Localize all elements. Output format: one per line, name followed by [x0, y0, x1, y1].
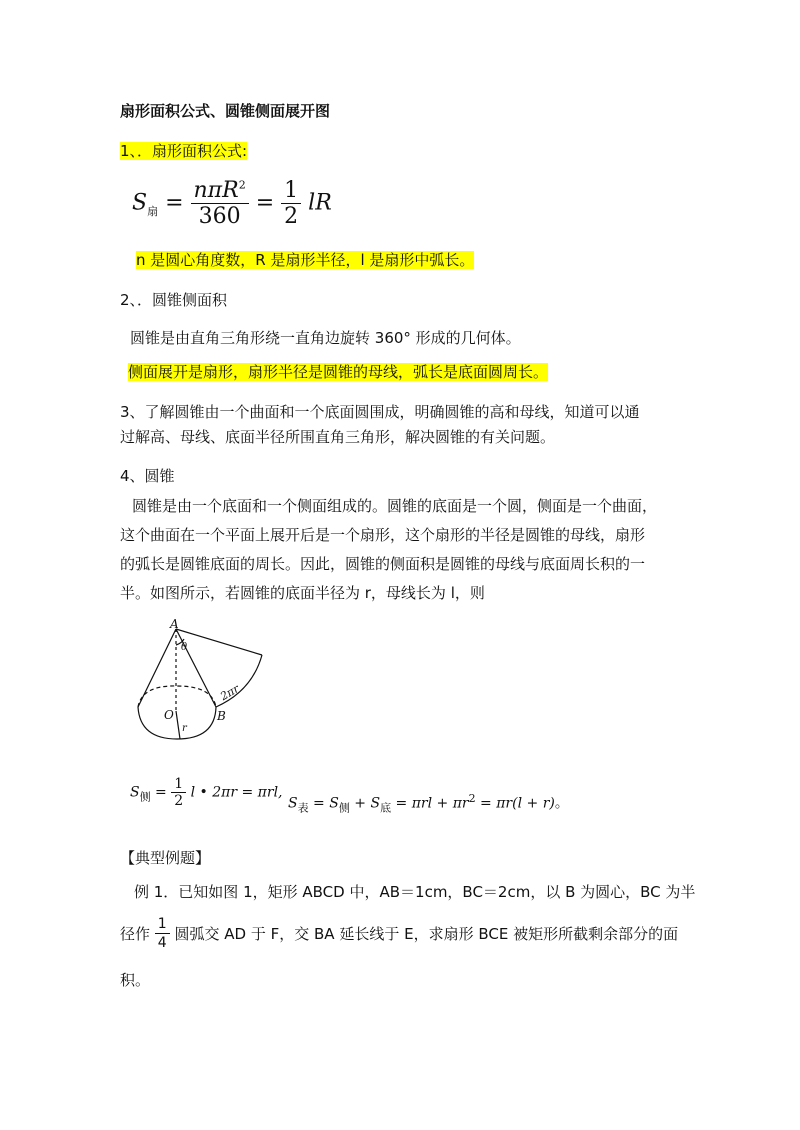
formula-half-den: 2 — [284, 204, 299, 229]
section-4-line: 的弧长是圆锥底面的周长。因此，圆锥的侧面积是圆锥的母线与底面周长积的一 — [120, 555, 646, 573]
page-title: 扇形面积公式、圆锥侧面展开图 — [120, 102, 331, 120]
example-line-1: 例 1．已知如图 1，矩形 ABCD 中，AB＝1cm，BC＝2cm，以 B 为圆心，BC 为半 — [134, 883, 696, 901]
cone-development-figure — [120, 615, 280, 745]
section-4-line: 这个曲面在一个平面上展开后是一个扇形，这个扇形的半径是圆锥的母线，扇形 — [120, 526, 646, 544]
formula-fraction-1-den: 360 — [198, 204, 241, 229]
sector-radius-top — [176, 629, 262, 655]
section-4-line: 圆锥是由一个底面和一个侧面组成的。圆锥的底面是一个圆，侧面是一个曲面， — [132, 497, 658, 515]
example-frac-num: 1 — [155, 915, 170, 934]
section-2-line-2 — [128, 358, 548, 387]
f2-half-num: 1 — [171, 776, 186, 793]
formula-s-sub: 扇 — [147, 204, 159, 218]
label-theta: θ — [181, 642, 188, 653]
f2-rhs1: l • 2πr = πrl, — [190, 784, 283, 801]
section-3-line-1: 3、了解圆锥由一个曲面和一个底面圆围成，明确圆锥的高和母线，知道可以通 — [120, 403, 640, 421]
cone-base-front — [138, 707, 216, 739]
section-2-line-2-text: 侧面展开是扇形，扇形半径是圆锥的母线，弧长是底面圆周长。 — [128, 363, 549, 381]
f2-s4-sub: 底 — [380, 801, 392, 815]
formula-half-num: 1 — [281, 178, 301, 204]
f2-plus: + S — [354, 795, 381, 812]
label-arc: 2πr — [218, 682, 242, 704]
formula-tail: lR — [308, 190, 332, 216]
f2-s1: S — [130, 784, 140, 801]
f2-s3-sub: 侧 — [338, 801, 350, 815]
total-area-formula — [288, 792, 569, 815]
example-heading: 【典型例题】 — [120, 849, 211, 867]
example-frac-den: 4 — [157, 935, 167, 951]
cone-left-edge — [138, 629, 176, 707]
cone-right-edge — [176, 629, 216, 707]
lateral-area-formula — [130, 776, 283, 809]
section-4-paragraph — [120, 492, 657, 608]
label-o: O — [164, 708, 174, 722]
section-4-line: 半。如图所示，若圆锥的底面半径为 r，母线长为 l，则 — [120, 584, 485, 602]
section-2-heading: 2、．圆锥侧面积 — [120, 291, 228, 309]
f2-s2: S — [288, 795, 298, 812]
f2-eq2: = S — [313, 795, 339, 812]
label-r: r — [182, 723, 187, 734]
f2-rhs2-exp: 2 — [468, 792, 476, 805]
base-radius — [176, 711, 180, 739]
sector-area-formula — [132, 178, 332, 229]
example-line-2 — [120, 915, 678, 952]
formula-eq2: = — [255, 190, 275, 216]
section-3-line-2: 过解高、母线、底面半径所围直角三角形，解决圆锥的有关问题。 — [120, 428, 556, 446]
formula-s: S — [132, 190, 148, 216]
formula-num-text: nπR — [193, 178, 239, 203]
cone-base-back — [138, 686, 216, 707]
label-a: A — [170, 617, 179, 631]
section-1-note — [136, 246, 474, 275]
f2-rhs2-tail: = πr(l + r) — [480, 795, 555, 812]
formula-fraction-1-num — [191, 178, 249, 204]
f2-s2-sub: 表 — [297, 801, 309, 815]
example-line-3: 积。 — [120, 971, 151, 989]
formula-fraction-2 — [281, 178, 301, 229]
formula-fraction-1 — [191, 178, 249, 229]
f2-rhs2: = πrl + πr — [395, 795, 469, 812]
formula-eq: = — [165, 190, 184, 216]
example-line-2-pre: 径作 — [120, 924, 151, 943]
section-2-line-1: 圆锥是由直角三角形绕一直角边旋转 360° 形成的几何体。 — [130, 329, 521, 347]
label-b: B — [217, 709, 226, 723]
section-1-heading — [120, 137, 247, 166]
f2-s1-sub: 侧 — [139, 790, 151, 804]
f2-end: 。 — [554, 795, 569, 812]
section-1-note-text: n 是圆心角度数，R 是扇形半径，l 是扇形中弧长。 — [136, 251, 475, 269]
section-1-heading-text: 1、．扇形面积公式: — [120, 142, 248, 160]
f2-eq1: = — [155, 784, 167, 801]
example-line-2-post: 圆弧交 AD 于 F，交 BA 延长线于 E，求扇形 BCE 被矩形所截剩余部分的面 — [174, 924, 679, 943]
example-quarter-fraction — [155, 915, 170, 952]
formula-num-exp: 2 — [238, 178, 246, 192]
section-4-heading: 4、圆锥 — [120, 467, 175, 485]
f2-half — [171, 776, 186, 809]
f2-half-den: 2 — [174, 793, 184, 809]
